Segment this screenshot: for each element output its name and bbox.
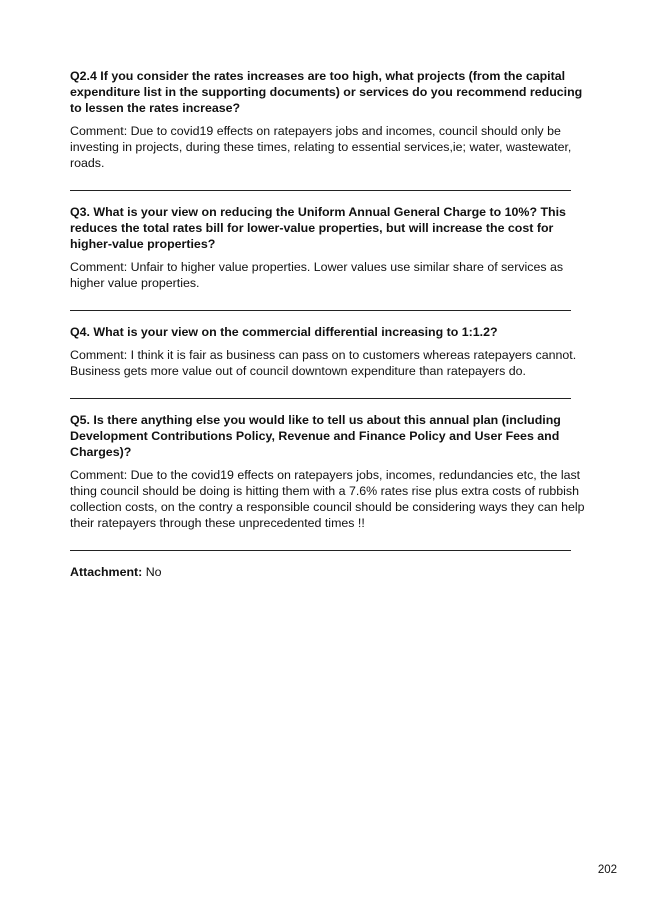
question-q2-4: Q2.4 If you consider the rates increases are too high, what projects (from the capital expenditure list in the supporting documents) or services do you recommend reducing to lessen the rates increase?	[70, 69, 583, 115]
comment-q2-4: Comment: Due to covid19 effects on ratepayers jobs and incomes, council should only be investing in projects, during these times, relating to essential services,ie; water, wastewater, roads.	[70, 124, 572, 170]
attachment-value: No	[145, 565, 162, 579]
section-divider	[70, 190, 571, 191]
comment-q3: Comment: Unfair to higher value properties. Lower values use similar share of services as higher value properties.	[70, 260, 564, 290]
question-section-q4	[70, 324, 585, 379]
question-section-q2-4	[70, 68, 585, 171]
comment-q5: Comment: Due to the covid19 effects on ratepayers jobs, incomes, redundancies etc, the last thing council should be doing is hitting them with a 7.6% rates rise plus extra costs of rubbish collection costs, on the contry a responsible council should be considering ways they can help their ratepayers through these unprecedented times !!	[70, 468, 585, 530]
question-q4: Q4. What is your view on the commercial differential increasing to 1:1.2?	[70, 325, 498, 339]
question-section-q5	[70, 412, 585, 531]
question-section-q3	[70, 204, 585, 291]
question-q5: Q5. Is there anything else you would like to tell us about this annual plan (including Development Contributions Policy, Revenue and Finance Policy and User Fees and Charges)?	[70, 413, 561, 459]
document-content	[70, 68, 585, 580]
section-divider	[70, 550, 571, 551]
question-q3: Q3. What is your view on reducing the Uniform Annual General Charge to 10%? This reduces the total rates bill for lower-value properties, but will increase the cost for higher-value properties?	[70, 205, 566, 251]
section-divider	[70, 398, 571, 399]
page-number: 202	[597, 864, 617, 876]
section-divider	[70, 310, 571, 311]
attachment-label: Attachment:	[70, 565, 143, 579]
comment-q4: Comment: I think it is fair as business can pass on to customers whereas ratepayers cannot. Business gets more value out of council downtown expenditure than ratepayers do.	[70, 348, 577, 378]
attachment-line	[70, 564, 585, 580]
